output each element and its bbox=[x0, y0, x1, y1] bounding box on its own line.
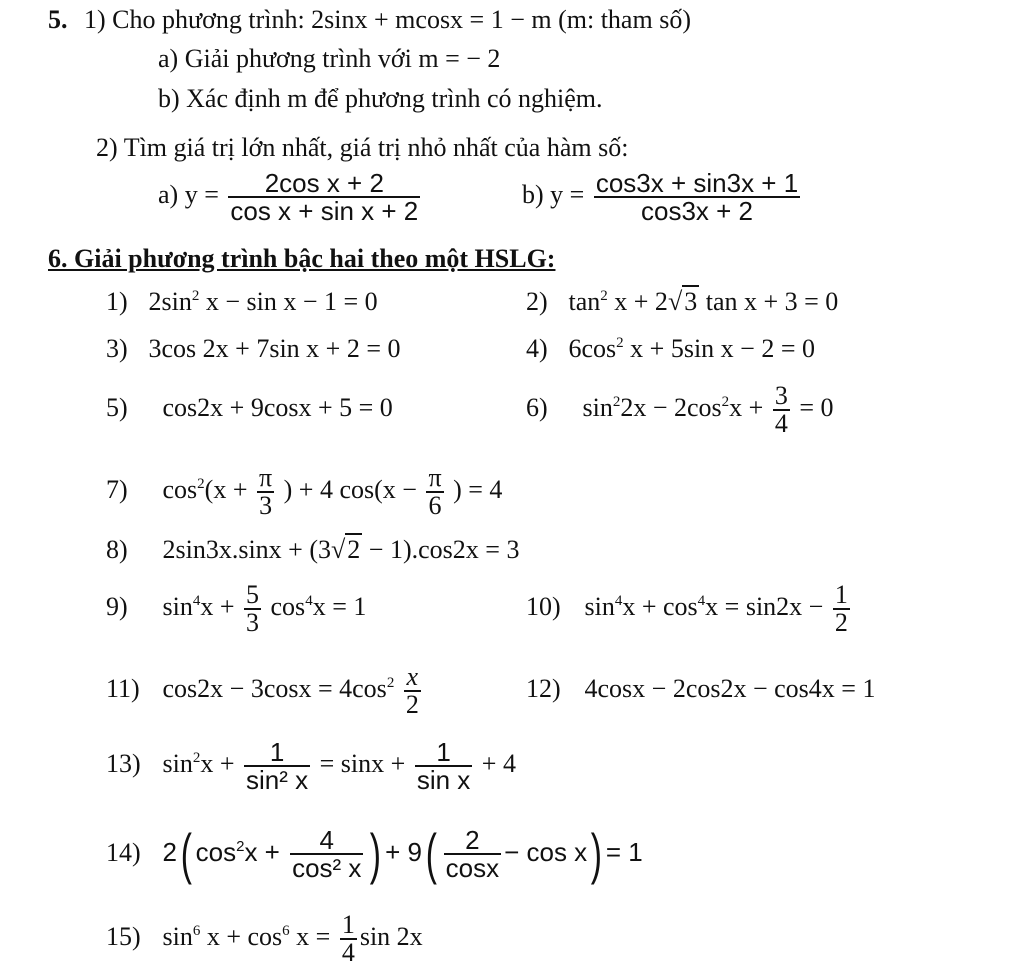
eq-part: tan bbox=[568, 287, 601, 316]
equation-number: 14) bbox=[106, 838, 141, 867]
fraction bbox=[340, 912, 357, 966]
eq-part: = 1 bbox=[605, 837, 643, 867]
denominator: 4 bbox=[341, 938, 355, 968]
equation-2 bbox=[526, 287, 838, 317]
equation-number: 7) bbox=[106, 475, 128, 504]
equation-1 bbox=[106, 287, 378, 317]
numerator: 1 bbox=[415, 739, 472, 767]
equation-11 bbox=[106, 655, 424, 723]
eq-part: sin 2x bbox=[359, 922, 423, 951]
exponent: 4 bbox=[192, 593, 201, 609]
fraction bbox=[244, 737, 310, 796]
eq-part: 4cosx − 2cos2x − cos4x = 1 bbox=[584, 674, 876, 703]
numerator: 3 bbox=[774, 381, 788, 411]
numerator: 2cos x + 2 bbox=[228, 170, 420, 198]
denominator: 2 bbox=[405, 690, 419, 720]
equation-4 bbox=[526, 334, 815, 364]
equation-number: 3) bbox=[106, 334, 128, 363]
exponent: 6 bbox=[282, 923, 290, 939]
equation-number: 12) bbox=[526, 674, 561, 703]
eq-part: sin bbox=[162, 922, 193, 951]
eq-part: tan x + 3 = 0 bbox=[699, 287, 839, 316]
fraction bbox=[773, 383, 790, 437]
exponent: 4 bbox=[305, 593, 313, 609]
denominator: sin x bbox=[416, 765, 471, 796]
equation-6 bbox=[526, 374, 834, 442]
eq-part: x + bbox=[200, 592, 235, 621]
numerator: π bbox=[428, 463, 442, 493]
eq-part: sin bbox=[162, 592, 193, 621]
fraction bbox=[290, 825, 363, 884]
exponent: 2 bbox=[616, 335, 624, 351]
equation-number: 6) bbox=[526, 393, 548, 422]
numerator: 2 bbox=[444, 827, 501, 855]
eq-part: x − sin x − 1 = 0 bbox=[199, 287, 378, 316]
eq-part: 2sin bbox=[148, 287, 192, 316]
equation-7 bbox=[106, 456, 502, 524]
numerator: cos3x + sin3x + 1 bbox=[595, 168, 799, 198]
problem-5-1a: a) Giải phương trình với m = − 2 bbox=[158, 44, 501, 73]
numerator: 4 bbox=[290, 827, 363, 855]
section-6-title: 6. Giải phương trình bậc hai theo một HSLG: bbox=[48, 244, 556, 273]
equation-number: 10) bbox=[526, 592, 561, 621]
equation-number: 9) bbox=[106, 592, 128, 621]
equation-number: 11) bbox=[106, 674, 140, 703]
eq-part: cos2x − 3cosx = 4cos bbox=[162, 674, 387, 703]
equation-12 bbox=[526, 674, 875, 704]
fraction-5-2b bbox=[594, 170, 800, 224]
eq-part: x = 1 bbox=[312, 592, 367, 621]
equation-number: 8) bbox=[106, 535, 128, 564]
eq-part: = sinx + bbox=[319, 749, 406, 778]
equation-13 bbox=[106, 730, 516, 798]
denominator: cos² x bbox=[292, 853, 362, 884]
problem-5-1: 1) Cho phương trình: 2sinx + mcosx = 1 − m (m: tham số) bbox=[84, 5, 691, 34]
denominator: 3 bbox=[259, 491, 273, 521]
radicand: 3 bbox=[684, 287, 698, 316]
eq-part: + 9 bbox=[385, 837, 422, 867]
eq-part: sin bbox=[584, 592, 615, 621]
eq-part: x + bbox=[244, 837, 280, 867]
eq-part: 2sin3x.sinx + (3 bbox=[162, 535, 332, 564]
eq-part: x + cos bbox=[200, 922, 283, 951]
equation-9 bbox=[106, 573, 366, 641]
equation-number: 2) bbox=[526, 287, 548, 316]
eq-part: (x + bbox=[204, 475, 248, 504]
denominator: 4 bbox=[774, 409, 788, 439]
eq-part: ) + 4 cos(x − bbox=[283, 475, 417, 504]
equation-number: 13) bbox=[106, 749, 141, 778]
eq-part: 2x − 2cos bbox=[620, 393, 722, 422]
exponent: 2 bbox=[600, 288, 608, 304]
problem-5-2b bbox=[522, 170, 803, 224]
eq-part: x + 5sin x − 2 = 0 bbox=[623, 334, 816, 363]
eq-part: = 0 bbox=[799, 393, 834, 422]
eq-part: x + 2 bbox=[607, 287, 668, 316]
section-5-header bbox=[48, 5, 691, 35]
section-5-number: 5. bbox=[48, 5, 68, 34]
exponent: 2 bbox=[386, 675, 395, 691]
eq-body: 2( $\cos^2x$ + $\frac{4}{\text{cos² x}}$ ) + 9( $\frac{2}{\cos x}$ − cos x) = 1 bbox=[162, 822, 643, 886]
fraction bbox=[444, 825, 501, 884]
exponent: 2 bbox=[191, 288, 200, 304]
equation-14 bbox=[106, 818, 643, 887]
exponent: 4 bbox=[697, 593, 706, 609]
equation-8 bbox=[106, 535, 519, 565]
exponent: 2 bbox=[197, 476, 205, 492]
problem-5-1b: b) Xác định m để phương trình có nghiệm. bbox=[158, 84, 603, 113]
numerator: 1 bbox=[244, 739, 310, 767]
numerator: π bbox=[259, 463, 273, 493]
numerator: 1 bbox=[834, 580, 848, 610]
exponent: 2 bbox=[192, 750, 201, 766]
eq-part: − cos x bbox=[504, 837, 588, 867]
radicand: 2 bbox=[347, 535, 361, 564]
denominator: 2 bbox=[834, 608, 848, 638]
eq-part: ) = 4 bbox=[453, 475, 503, 504]
fraction bbox=[426, 465, 443, 519]
label-5-2b: b) y = bbox=[522, 179, 585, 209]
fraction bbox=[244, 582, 261, 636]
eq-part: 6cos bbox=[568, 334, 617, 363]
sqrt-symbol: √ bbox=[667, 287, 683, 316]
exponent: 2 bbox=[721, 394, 730, 410]
fraction-5-2a bbox=[228, 170, 420, 224]
equation-15 bbox=[106, 903, 423, 971]
equation-10 bbox=[526, 573, 853, 641]
denominator: 6 bbox=[428, 491, 442, 521]
fraction bbox=[257, 465, 274, 519]
equation-5 bbox=[106, 393, 393, 423]
numerator: x bbox=[404, 664, 421, 692]
equation-3 bbox=[106, 334, 401, 364]
denominator: cosx bbox=[445, 853, 500, 884]
denominator: cos x + sin x + 2 bbox=[230, 196, 419, 226]
eq-part: cos bbox=[162, 475, 198, 504]
denominator: 3 bbox=[246, 608, 260, 638]
eq-part: sin bbox=[162, 749, 193, 778]
denominator: cos3x + 2 bbox=[640, 196, 753, 226]
eq-part: 3cos 2x + 7sin x + 2 = 0 bbox=[148, 334, 401, 363]
eq-part: sin bbox=[582, 393, 613, 422]
label-5-2a: a) y = bbox=[158, 179, 219, 209]
numerator: 5 bbox=[246, 580, 260, 610]
exponent: 2 bbox=[612, 394, 621, 410]
eq-part: cos bbox=[270, 592, 306, 621]
eq-part: x = sin2x − bbox=[705, 592, 824, 621]
eq-part: + 4 bbox=[481, 749, 516, 778]
exponent: 4 bbox=[614, 593, 623, 609]
eq-part: cos2x + 9cosx + 5 = 0 bbox=[162, 393, 393, 422]
eq-part: cos bbox=[195, 837, 237, 867]
exponent: 2 bbox=[236, 838, 245, 855]
eq-part: x + cos bbox=[622, 592, 698, 621]
denominator: sin² x bbox=[246, 765, 309, 796]
eq-part: 2 bbox=[162, 837, 177, 867]
equation-number: 15) bbox=[106, 922, 141, 951]
problem-5-2a bbox=[158, 170, 423, 224]
eq-part: x + bbox=[200, 749, 235, 778]
eq-part: − 1).cos2x = 3 bbox=[362, 535, 520, 564]
fraction bbox=[415, 737, 472, 796]
equation-number: 5) bbox=[106, 393, 128, 422]
equation-number: 1) bbox=[106, 287, 128, 316]
equation-number: 4) bbox=[526, 334, 548, 363]
fraction bbox=[833, 582, 850, 636]
eq-part: x + bbox=[729, 393, 764, 422]
sqrt-symbol: √ bbox=[331, 535, 346, 564]
exponent: 6 bbox=[192, 923, 201, 939]
numerator: 1 bbox=[341, 910, 355, 940]
problem-5-2: 2) Tìm giá trị lớn nhất, giá trị nhỏ nhất của hàm số: bbox=[96, 133, 629, 162]
fraction bbox=[404, 664, 421, 718]
eq-part: x = bbox=[289, 922, 331, 951]
